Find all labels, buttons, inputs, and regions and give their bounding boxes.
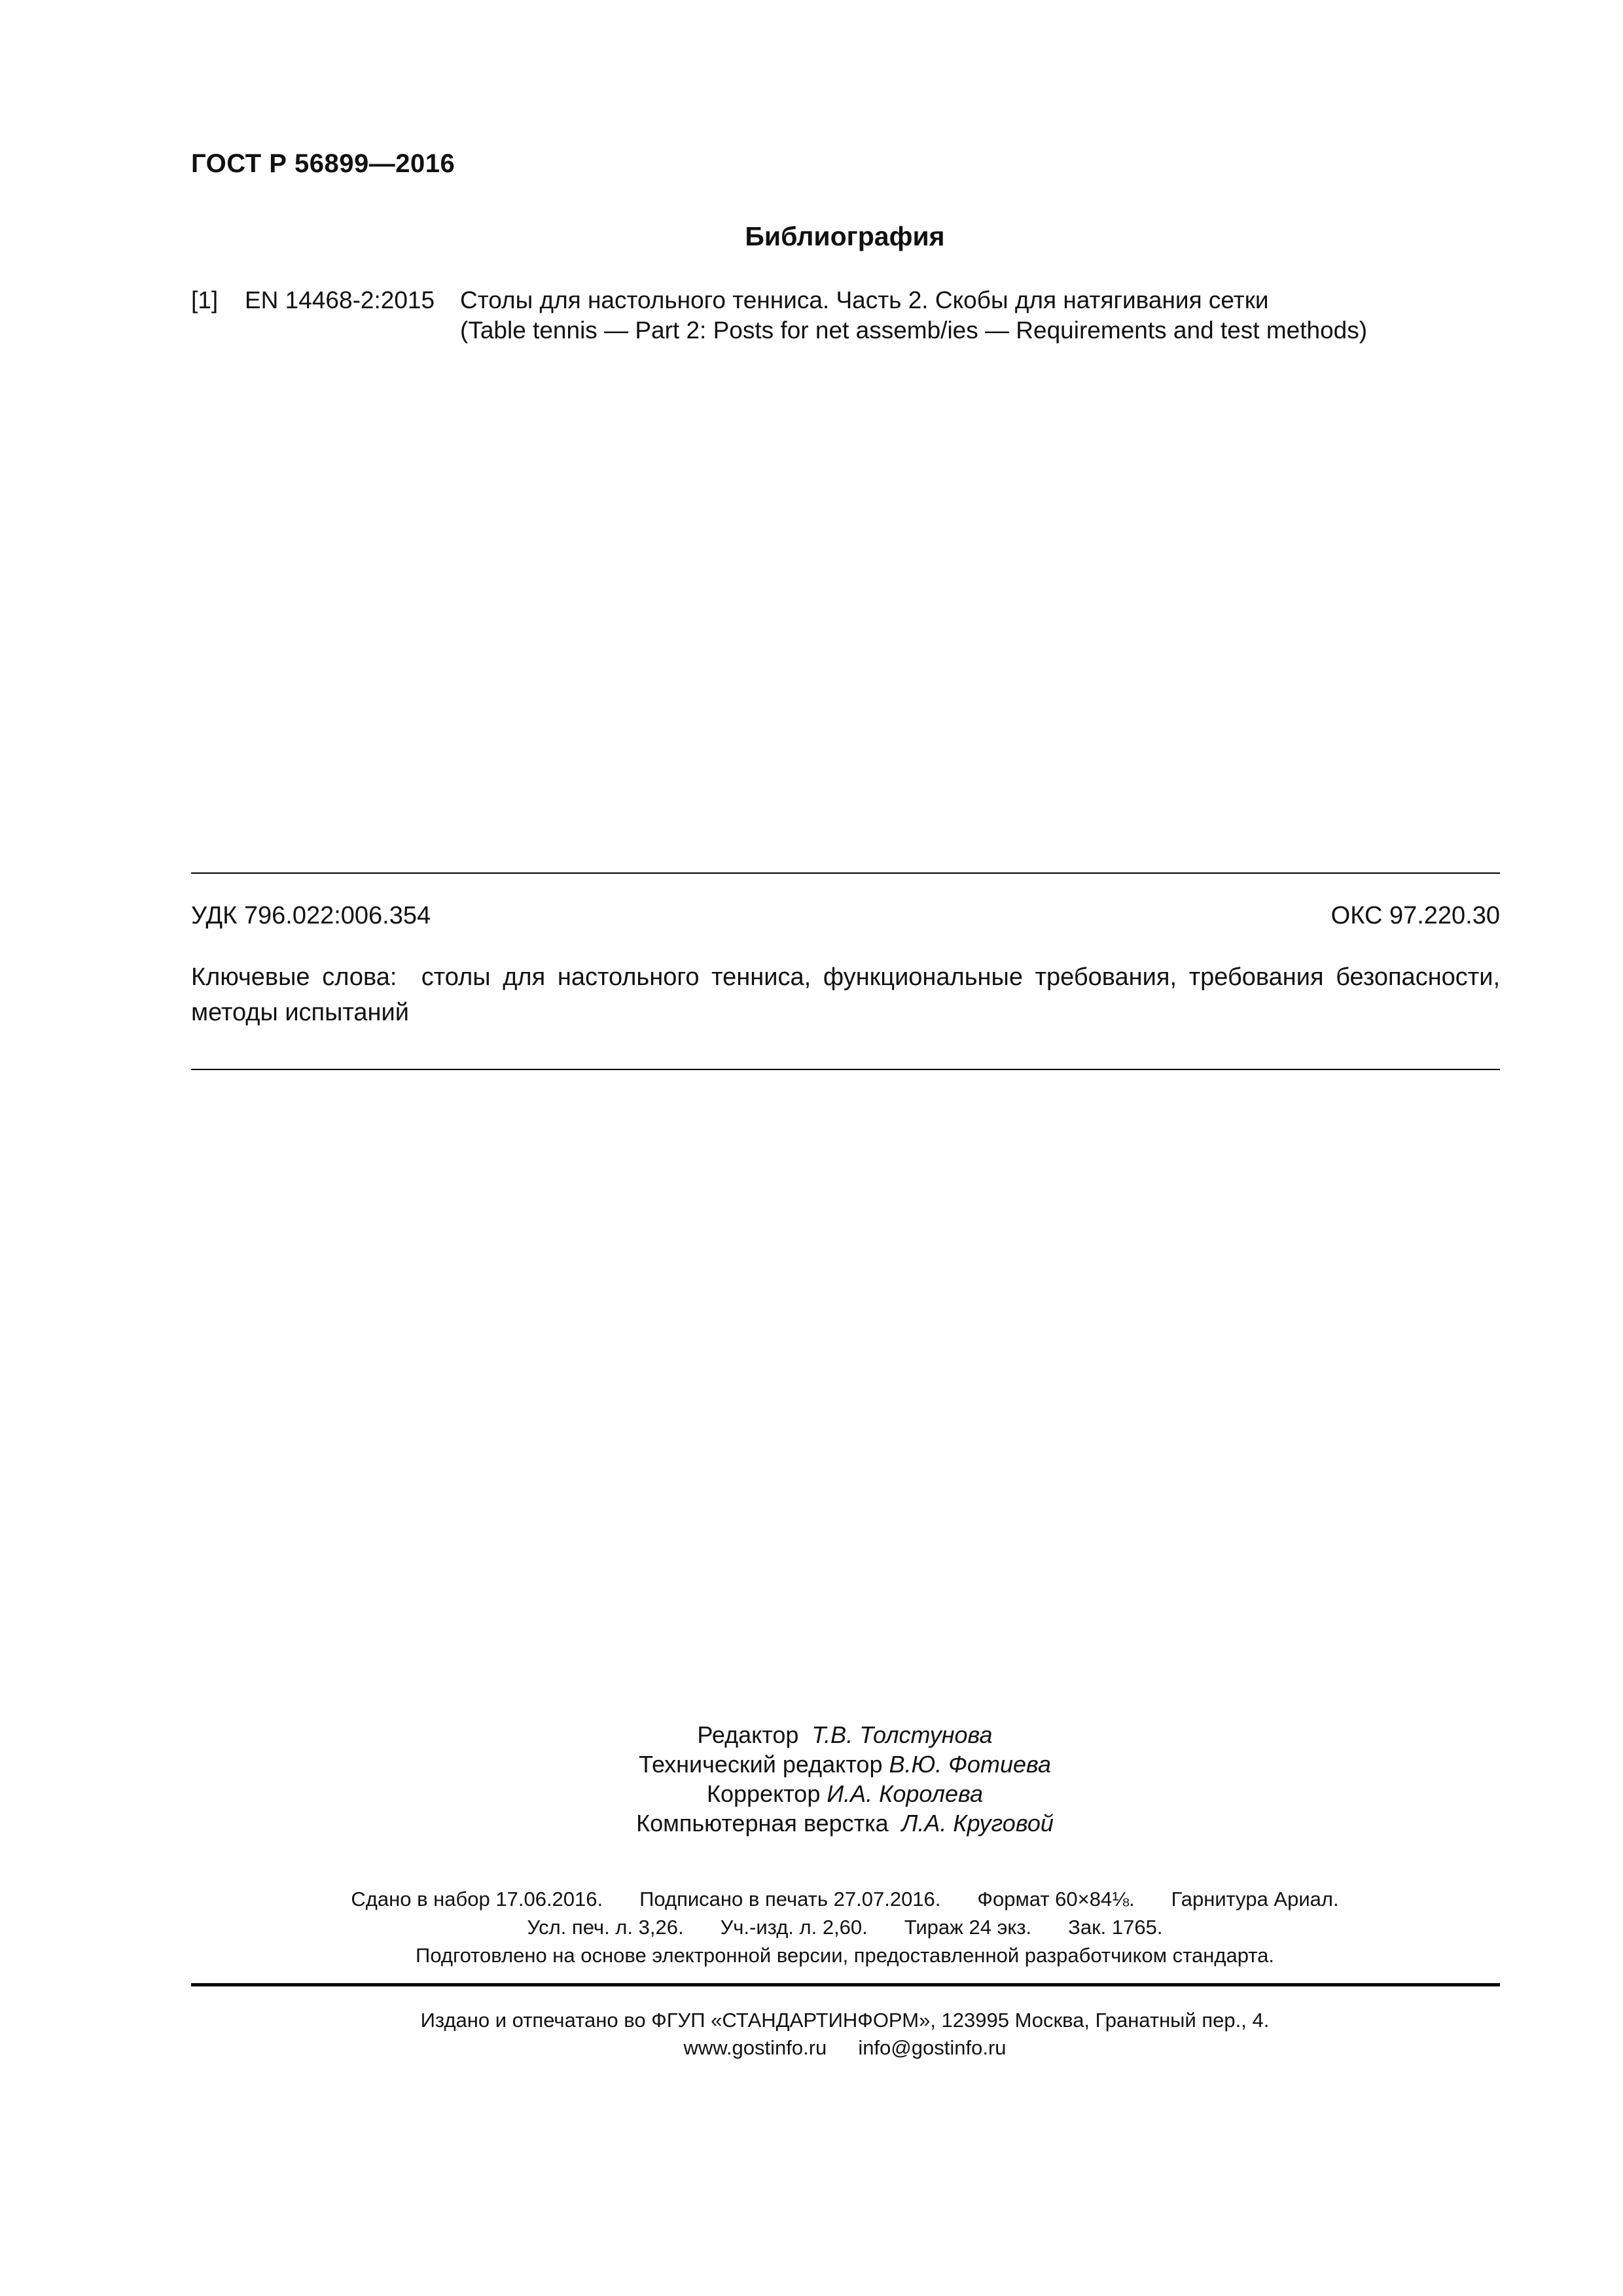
- publisher-address: Издано и отпечатано во ФГУП «СТАНДАРТИНФОРМ», 123995 Москва, Гранатный пер., 4.: [420, 2009, 1270, 2032]
- publisher-website-link[interactable]: www.gostinfo.ru: [683, 2036, 827, 2059]
- credit-layout: Компьютерная верстка Л.А. Круговой: [636, 1810, 1054, 1837]
- bibliography-entry-title-ru: Столы для настольного тенниса. Часть 2. Скобы для натягивания сетки: [460, 287, 1269, 314]
- imprint-line-1: Сдано в набор 17.06.2016. Подписано в печать 27.07.2016. Формат 60×84⅛. Гарнитура Ариал.: [351, 1888, 1339, 1910]
- divider-top: [191, 872, 1500, 874]
- credit-editor: Редактор Т.В. Толстунова: [697, 1721, 993, 1748]
- imprint-block: [0, 1885, 1623, 1969]
- credit-name: Л.А. Круговой: [901, 1810, 1054, 1837]
- publisher-block: [0, 2007, 1623, 2062]
- keywords-label: Ключевые слова:: [191, 963, 397, 991]
- imprint-line-2: Усл. печ. л. 3,26. Уч.-изд. л. 2,60. Тираж 24 экз. Зак. 1765.: [527, 1916, 1163, 1939]
- publisher-email-link[interactable]: info@gostinfo.ru: [858, 2036, 1007, 2059]
- imprint-line-3: Подготовлено на основе электронной версии, предоставленной разработчиком стандарта.: [416, 1944, 1274, 1967]
- bibliography-title: Библиография: [745, 221, 945, 251]
- bibliography-entry-title-en: (Table tennis — Part 2: Posts for net assemb/ies — Requirements and test methods): [460, 317, 1368, 344]
- credit-proofreader: Корректор И.А. Королева: [707, 1780, 983, 1807]
- document-code: ГОСТ Р 56899—2016: [191, 149, 455, 178]
- bibliography-entry-code: EN 14468-2:2015: [245, 287, 435, 314]
- credit-name: В.Ю. Фотиева: [889, 1751, 1052, 1778]
- credit-name: Т.В. Толстунова: [812, 1721, 993, 1748]
- bibliography-entry-number: [1]: [191, 287, 219, 314]
- credits-block: [0, 1720, 1623, 1838]
- keywords: [191, 960, 1500, 1030]
- divider-bottom: [191, 1983, 1500, 1986]
- publisher-contacts: [0, 2034, 1623, 2062]
- credit-technical-editor: Технический редактор В.Ю. Фотиева: [638, 1751, 1052, 1778]
- udk-code: УДК 796.022:006.354: [191, 902, 431, 929]
- divider-middle: [191, 1069, 1500, 1070]
- keywords-text: столы для настольного тенниса, функциональные требования, требования безопасности, методы испытаний: [191, 963, 1500, 1026]
- oks-code: ОКС 97.220.30: [1330, 902, 1500, 929]
- credit-name: И.А. Королева: [827, 1780, 983, 1807]
